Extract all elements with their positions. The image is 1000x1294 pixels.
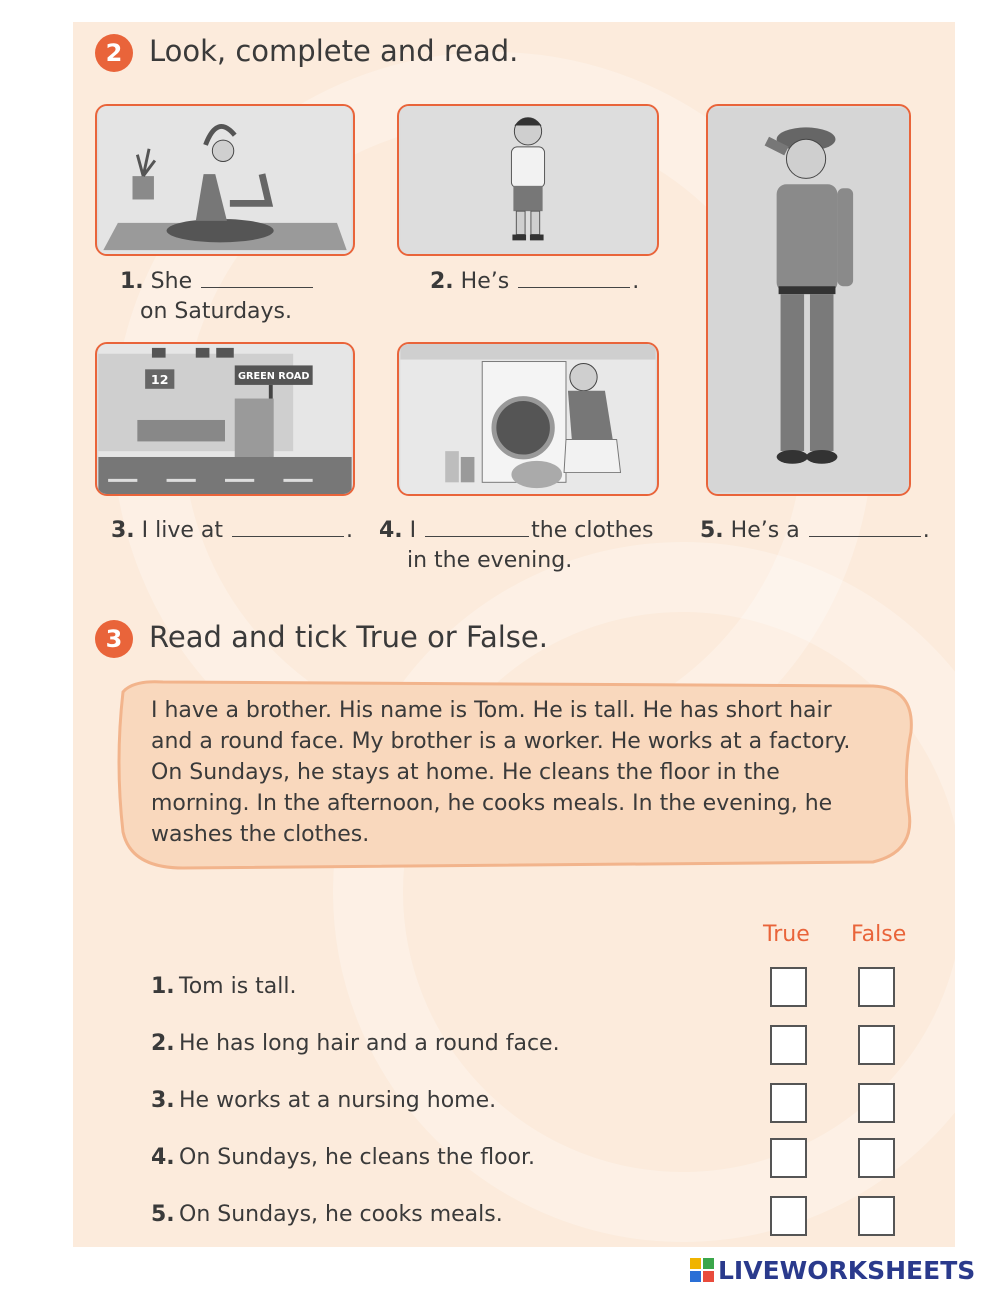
exercise-2-title: Look, complete and read. [149, 34, 519, 68]
statement-number: 3. [151, 1088, 175, 1113]
police-officer-illustration [708, 106, 909, 494]
road-name-sign: GREEN ROAD [237, 371, 310, 383]
statement-5 [151, 1202, 503, 1227]
item-number: 2. [430, 269, 454, 294]
item-number: 1. [120, 269, 144, 294]
exercise-2-badge: 2 [95, 34, 133, 72]
statement-text: On Sundays, he cleans the floor. [179, 1145, 536, 1170]
item-text-line2: in the evening. [407, 548, 573, 573]
true-checkbox-4[interactable] [770, 1138, 807, 1178]
false-checkbox-5[interactable] [858, 1196, 895, 1236]
exercise-2-item-3 [111, 516, 353, 546]
picture-3-street [95, 342, 355, 496]
true-checkbox-2[interactable] [770, 1025, 807, 1065]
picture-1-yoga [95, 104, 355, 256]
worksheet-page [73, 22, 955, 1247]
item-text-line2: on Saturdays. [140, 299, 292, 324]
answer-blank[interactable] [201, 269, 313, 288]
true-checkbox-5[interactable] [770, 1196, 807, 1236]
answer-blank[interactable] [232, 518, 344, 537]
statement-number: 5. [151, 1202, 175, 1227]
logo-text: LIVEWORKSHEETS [718, 1255, 976, 1285]
picture-4-laundry [397, 342, 659, 496]
statement-number: 1. [151, 974, 175, 999]
exercise-2-item-2 [430, 267, 639, 297]
item-text: I live at [141, 518, 224, 543]
item-text-end: . [346, 518, 354, 543]
picture-5-officer [706, 104, 911, 496]
false-checkbox-1[interactable] [858, 967, 895, 1007]
statement-text: He works at a nursing home. [179, 1088, 497, 1113]
exercise-3-title: Read and tick True or False. [149, 620, 548, 654]
false-checkbox-4[interactable] [858, 1138, 895, 1178]
statement-number: 4. [151, 1145, 175, 1170]
logo-grid-icon [690, 1258, 714, 1282]
item-text: She [150, 269, 193, 294]
yoga-illustration [97, 106, 353, 254]
statement-text: Tom is tall. [179, 974, 297, 999]
item-number: 3. [111, 518, 135, 543]
street-illustration [97, 344, 353, 494]
exercise-2-item-1 [120, 267, 315, 327]
item-text: He’s [460, 269, 510, 294]
exercise-2-item-4 [379, 516, 654, 576]
statement-text: He has long hair and a round face. [179, 1031, 560, 1056]
answer-blank[interactable] [425, 518, 529, 537]
item-text-end: . [632, 269, 640, 294]
boy-illustration [399, 106, 657, 254]
item-text: He’s a [730, 518, 800, 543]
answer-blank[interactable] [809, 518, 921, 537]
laundry-illustration [399, 344, 657, 494]
false-column-label: False [851, 922, 907, 947]
statement-number: 2. [151, 1031, 175, 1056]
statement-3 [151, 1088, 496, 1113]
statement-4 [151, 1145, 535, 1170]
item-text-end: . [922, 518, 930, 543]
statement-1 [151, 974, 296, 999]
picture-2-boy [397, 104, 659, 256]
item-number: 5. [700, 518, 724, 543]
house-number-sign: 12 [150, 371, 169, 387]
statement-2 [151, 1031, 560, 1056]
true-checkbox-3[interactable] [770, 1083, 807, 1123]
false-checkbox-2[interactable] [858, 1025, 895, 1065]
true-checkbox-1[interactable] [770, 967, 807, 1007]
item-number: 4. [379, 518, 403, 543]
liveworksheets-logo[interactable] [690, 1253, 975, 1287]
item-text-end: the clothes [531, 518, 654, 543]
reading-passage: I have a brother. His name is Tom. He is tall. He has short hair and a round face. My brother is a worker. He works at a factory. On Sundays, he stays at home. He cleans the floor in the morning. In the afternoon, he cooks meals. In the evening, he washes the clothes. [151, 698, 851, 847]
item-text: I [409, 518, 417, 543]
true-column-label: True [763, 922, 810, 947]
false-checkbox-3[interactable] [858, 1083, 895, 1123]
statement-text: On Sundays, he cooks meals. [179, 1202, 503, 1227]
exercise-2-item-5 [700, 516, 930, 546]
exercise-3-badge: 3 [95, 620, 133, 658]
answer-blank[interactable] [518, 269, 630, 288]
